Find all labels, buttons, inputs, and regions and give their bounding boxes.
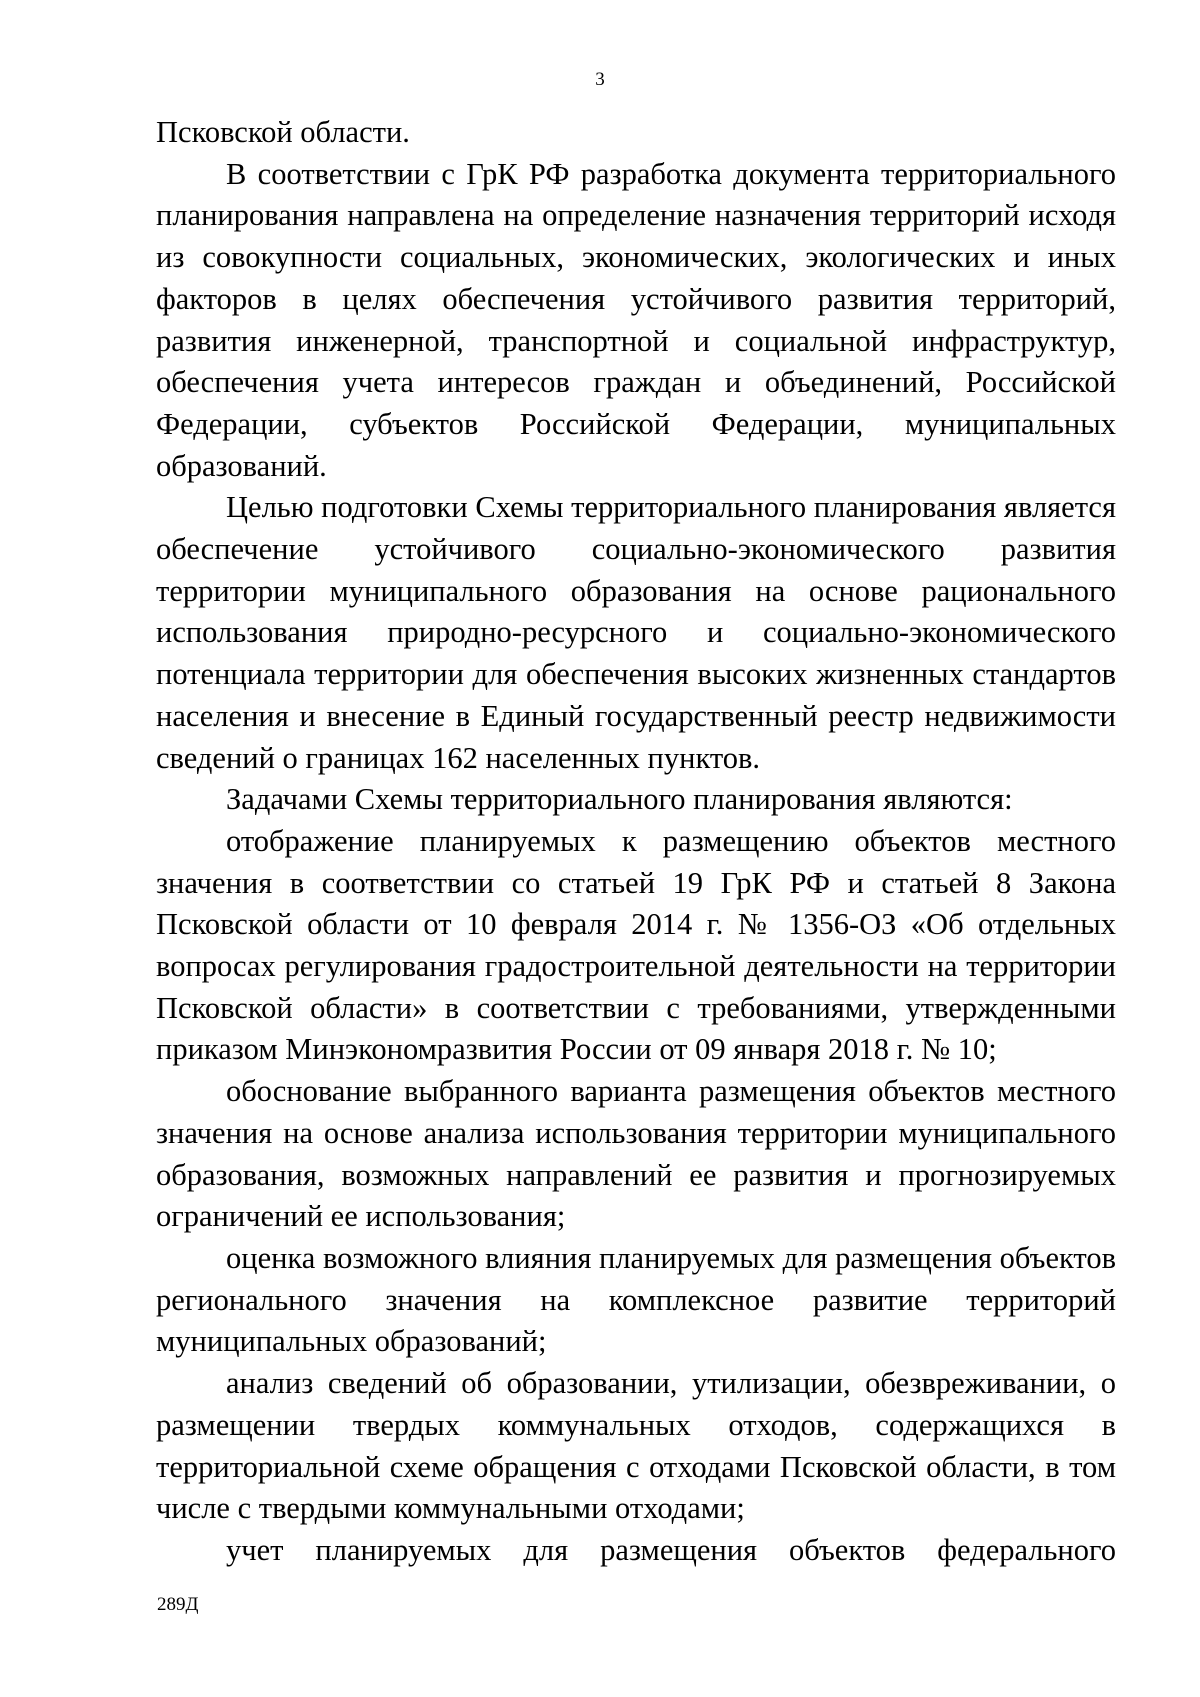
paragraph-scheme-goal: Целью подготовки Схемы территориального планирования является обеспечение устойчивого социально-экономического развития территории муниципального образования на основе рационального использования природно-ресурсного и социально-экономического потенциала территории для обеспечения высоких жизненных стандартов населения и внесение в Единый государственный реестр недвижимости сведений о границах 162 населенных пунктов.: [156, 490, 1116, 775]
task-item-federal-objects: учет планируемых для размещения объектов федерального: [226, 1532, 1116, 1567]
document-body: [156, 112, 1116, 1572]
task-item-waste-analysis: анализ сведений об образовании, утилизации, обезвреживании, о размещении твердых коммунальных отходов, содержащихся в территориальной схеме обращения с отходами Псковской области, в том числе с твердыми коммунальными отходами;: [156, 1366, 1116, 1526]
paragraph-tasks-heading: Задачами Схемы территориального планирования являются:: [226, 782, 1013, 817]
page-number: 3: [595, 69, 605, 90]
document-code: 289Д: [157, 1594, 199, 1615]
paragraph-continuation: Псковской области.: [156, 115, 410, 149]
task-item-regional-impact: оценка возможного влияния планируемых для размещения объектов регионального значения на комплексное развитие территорий муниципальных образований;: [156, 1240, 1116, 1359]
task-item-local-objects: отображение планируемых к размещению объектов местного значения в соответствии со статьей 19 ГрК РФ и статьей 8 Закона Псковской области от 10 февраля 2014 г. № 1356-ОЗ «Об отдельных вопросах регулирования градостроительной деятельности на территории Псковской области» в соответствии с требованиями, утвержденными приказом Минэкономразвития России от 09 января 2018 г. № 10;: [156, 823, 1116, 1067]
paragraph-grk-purpose: В соответствии с ГрК РФ разработка документа территориального планирования направлена на определение назначения территорий исходя из совокупности социальных, экономических, экологических и иных факторов в целях обеспечения устойчивого развития территорий, развития инженерной, транспортной и социальной инфраструктур, обеспечения учета интересов граждан и объединений, Российской Федерации, субъектов Российской Федерации, муниципальных образований.: [156, 156, 1116, 483]
task-item-justification: обоснование выбранного варианта размещения объектов местного значения на основе анализа использования территории муниципального образования, возможных направлений ее развития и прогнозируемых ограничений ее использования;: [156, 1074, 1116, 1234]
